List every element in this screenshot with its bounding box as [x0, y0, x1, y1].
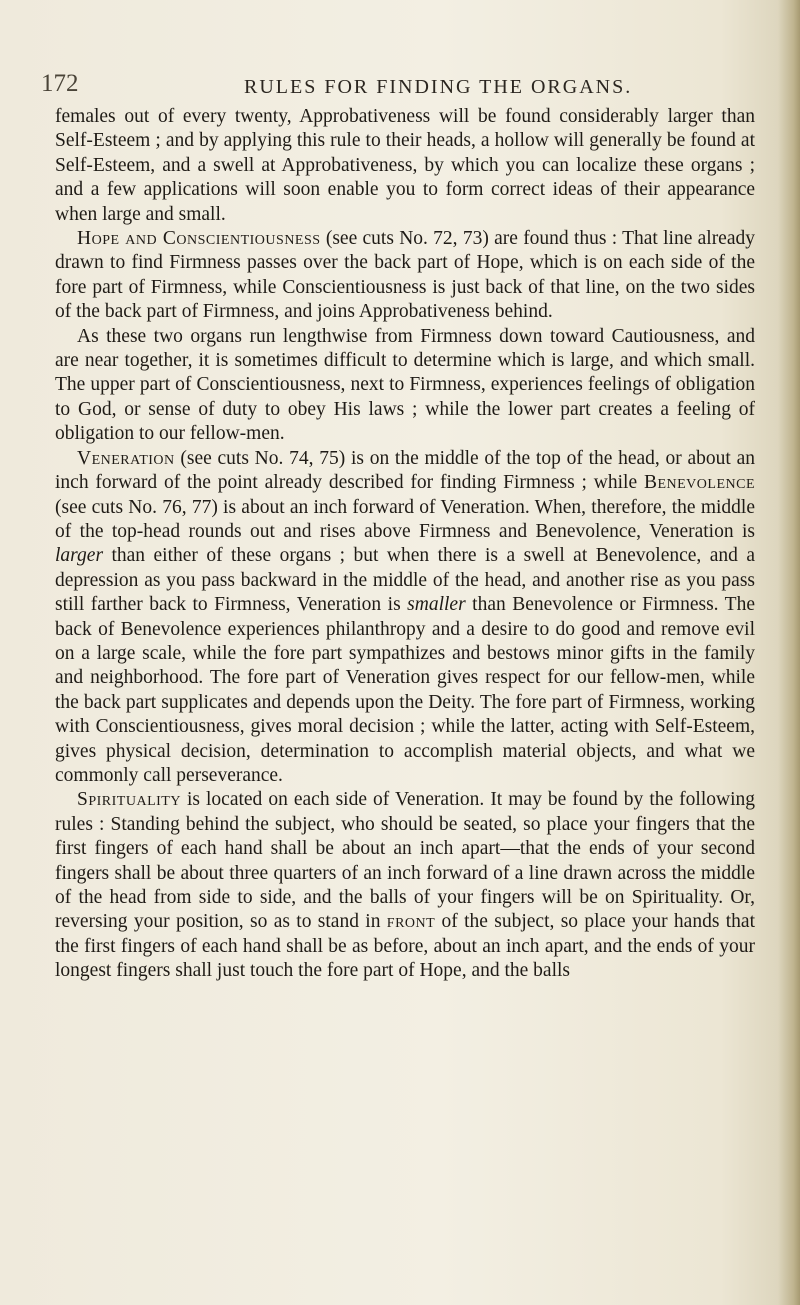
text-run: (see cuts No. 74, 75) is on the middle of the top of the head, or about an inch forward of the point already described for finding Firmness ; while: [55, 447, 755, 494]
small-caps-term: Hope and Conscientiousness: [77, 228, 321, 250]
italic-text: smaller: [407, 594, 466, 616]
paragraph: [55, 227, 755, 325]
small-caps-term: Veneration: [77, 447, 175, 469]
running-head: RULES FOR FINDING THE ORGANS.: [244, 76, 633, 98]
text-run: (see cuts No. 76, 77) is about an inch forward of Veneration. When, therefore, the middle of the top-head rounds out and rises above Firmness and Benevolence, Veneration is: [55, 496, 755, 542]
small-caps-term: Benevolence: [643, 472, 755, 494]
paragraph: [55, 325, 755, 447]
text-run: females out of every twenty, Approbativeness will be found considerably larger than Self-Esteem ; and by applying this rule to their heads, a hollow will generally be found at Self-Esteem, and a swell at Approbativeness, by which you can localize these organs ; and a few applications will soon enable you to form correct ideas of their appearance when large and small.: [55, 106, 755, 225]
text-run: than either of these organs ; but when there is a swell at Benevolence, and a depression as you pass backward in the middle of the head, and another rise as you pass still farther back to Firmness, Veneration is: [55, 545, 755, 616]
small-caps-term: front: [386, 911, 436, 933]
page-header: [40, 70, 740, 110]
text-run: than Benevolence or Firmness. The back of Benevolence experiences philanthropy and a desire to do good and remove evil on a large scale, while the fore part sympathizes and bestows minor gifts in the family and neighborhood. The fore part of Veneration gives respect for our fellow-men, while the back part supplicates and depends upon the Deity. The fore part of Firmness, working with Conscientiousness, gives moral decision ; while the latter, acting with Self-Esteem, gives physical decision, determination to accomplish material objects, and what we commonly call perseverance.: [55, 594, 755, 786]
italic-text: larger: [55, 545, 104, 567]
text-run: (see cuts No. 72, 73) are found thus : That line already drawn to find Firmness passes over the back part of Hope, which is on each side of the fore part of Firmness, while Conscientiousness is just back of that line, on the two sides of the back part of Firmness, and joins Approbativeness behind.: [55, 228, 755, 323]
page-edge-shadow: [778, 0, 800, 1305]
page-number: 172: [41, 70, 79, 97]
text-run: of the subject, so place your hands that the first fingers of each hand shall be as before, about an inch apart, and the ends of your longest fingers shall just touch the fore part of Hope, and the balls: [55, 911, 755, 982]
paragraph: [55, 105, 755, 227]
text-run: is located on each side of Veneration. It may be found by the following rules : Standing behind the subject, who should be seated, so place your fingers that the first fingers of each hand shall be about an inch apart—that the ends of your second fingers shall be about three quarters of an inch forward of a line drawn across the middle of the head from side to side, and the balls of your fingers will be on Spirituality. Or, reversing your position, so as to stand in: [55, 789, 755, 933]
paragraph: [55, 788, 755, 983]
small-caps-term: Spirituality: [77, 789, 181, 811]
body-text: [55, 105, 755, 984]
paragraph: [55, 447, 755, 789]
text-run: As these two organs run lengthwise from Firmness down toward Cautiousness, and are near together, it is sometimes difficult to determine which is large, and which small. The upper part of Conscientiousness, next to Firmness, experiences feelings of obligation to God, or sense of duty to obey His laws ; while the lower part creates a feeling of obligation to our fellow-men.: [55, 325, 755, 445]
